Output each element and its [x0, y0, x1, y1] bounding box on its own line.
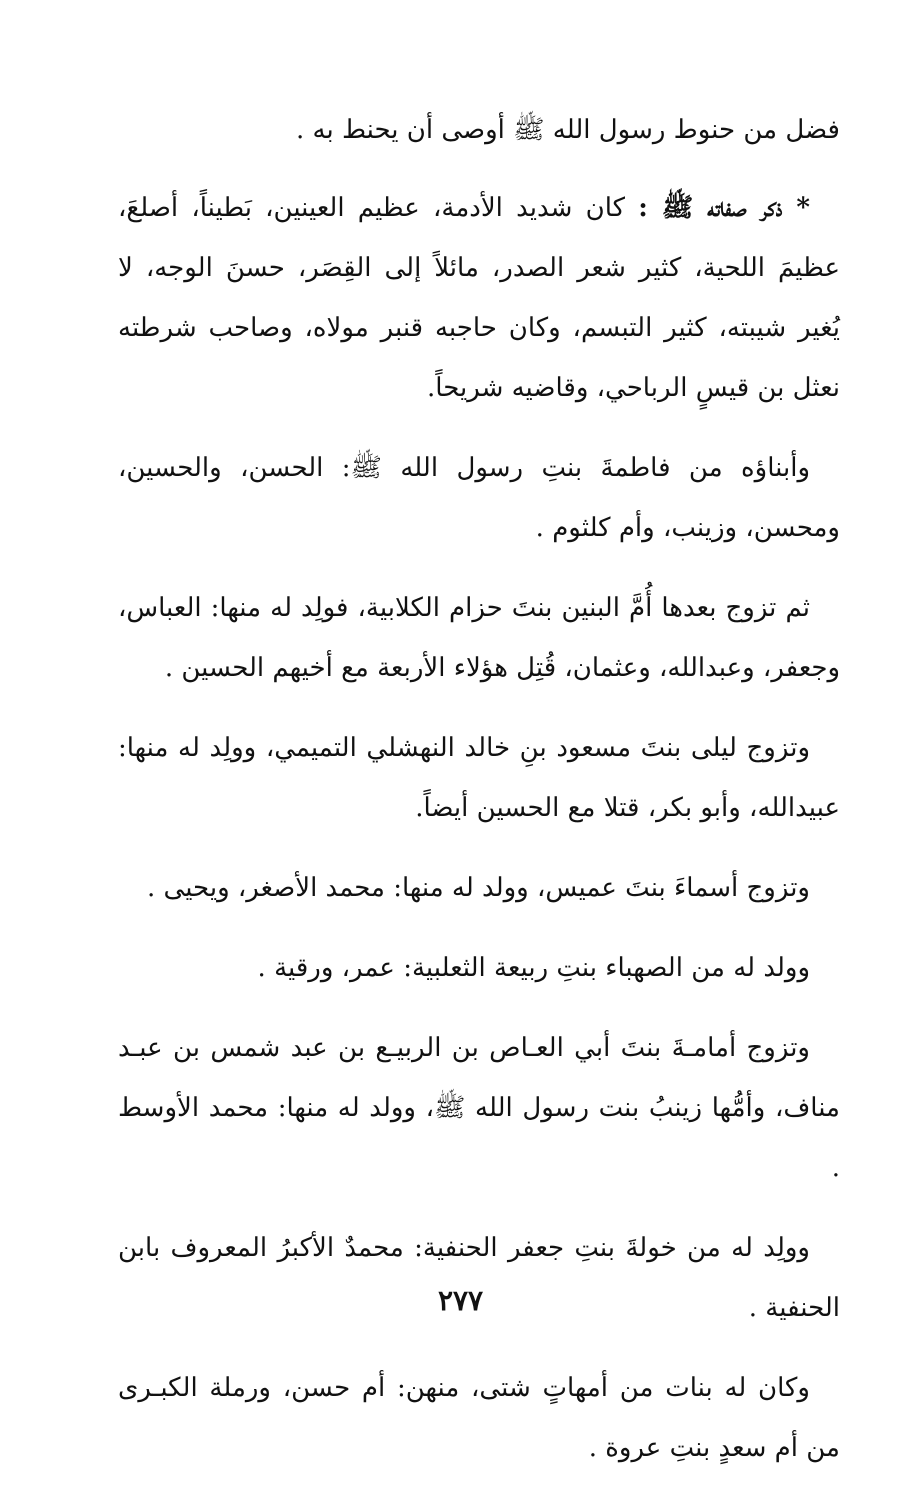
paragraph-7 [118, 938, 840, 998]
paragraph-4-text: ثم تزوج بعدها أُمَّ البنين بنتَ حزام الكلابية، فولِد له منها: العباس، وجعفر، وعبدالله، وعثمان، قُتِل هؤلاء الأربعة مع أخيهم الحسين . [118, 593, 840, 683]
paragraph-10-text: وكان له بنات من أمهاتٍ شتى، منهن: أم حسن، ورملة الكبـرى من أم سعدٍ بنتِ عروة . [118, 1373, 840, 1463]
paragraph-3 [118, 438, 840, 558]
paragraph-1 [118, 100, 840, 160]
paragraph-2 [118, 178, 840, 418]
page-number: ٢٧٧ [437, 1284, 484, 1317]
paragraph-5-text: وتزوج ليلى بنتَ مسعود بنِ خالد النهشلي التميمي، وولِد له منها: عبيدالله، وأبو بكر، قتلا مع الحسين أيضاً. [118, 733, 840, 823]
paragraph-6 [118, 858, 840, 918]
paragraph-8-text: وتزوج أمامـةَ بنتَ أبي العـاص بن الربيـع بن عبد شمس بن عبـد مناف، وأمُّها زينبُ بنت رسول الله ﷺ، وولد له منها: محمد الأوسط . [118, 1033, 840, 1183]
paragraph-1-text: فضل من حنوط رسول الله ﷺ أوصى أن يحنط به . [295, 115, 840, 145]
paragraph-8 [118, 1018, 840, 1198]
paragraph-4 [118, 578, 840, 698]
paragraph-9-text: وولِد له من خولةَ بنتِ جعفر الحنفية: محمدٌ الأكبرُ المعروف بابن الحنفية . [118, 1233, 840, 1323]
paragraph-2-lead: * ذكر صفاته ﷺ : [638, 193, 811, 223]
paragraph-6-text: وتزوج أسماءَ بنتَ عميس، وولد له منها: محمد الأصغر، ويحيى . [147, 873, 810, 903]
paragraph-2-text: كان شديد الأدمة، عظيم العينين، بَطيناً، أصلعَ، عظيمَ اللحية، كثير شعر الصدر، مائلاً إلى القِصَر، حسنَ الوجه، لا يُغير شيبته، كثير التبسم، وكان حاجبه قنبر مولاه، وصاحب شرطته نعثل بن قيسٍ الرباحي، وقاضيه شريحاً. [118, 193, 840, 403]
paragraph-7-text: وولد له من الصهباء بنتِ ربيعة الثعلبية: عمر، ورقية . [257, 953, 810, 983]
paragraph-5 [118, 718, 840, 838]
paragraph-3-text: وأبناؤه من فاطمةَ بنتِ رسول الله ﷺ: الحسن، والحسين، ومحسن، وزينب، وأم كلثوم . [118, 453, 840, 543]
paragraph-10 [118, 1358, 840, 1478]
paragraph-9 [118, 1218, 840, 1338]
